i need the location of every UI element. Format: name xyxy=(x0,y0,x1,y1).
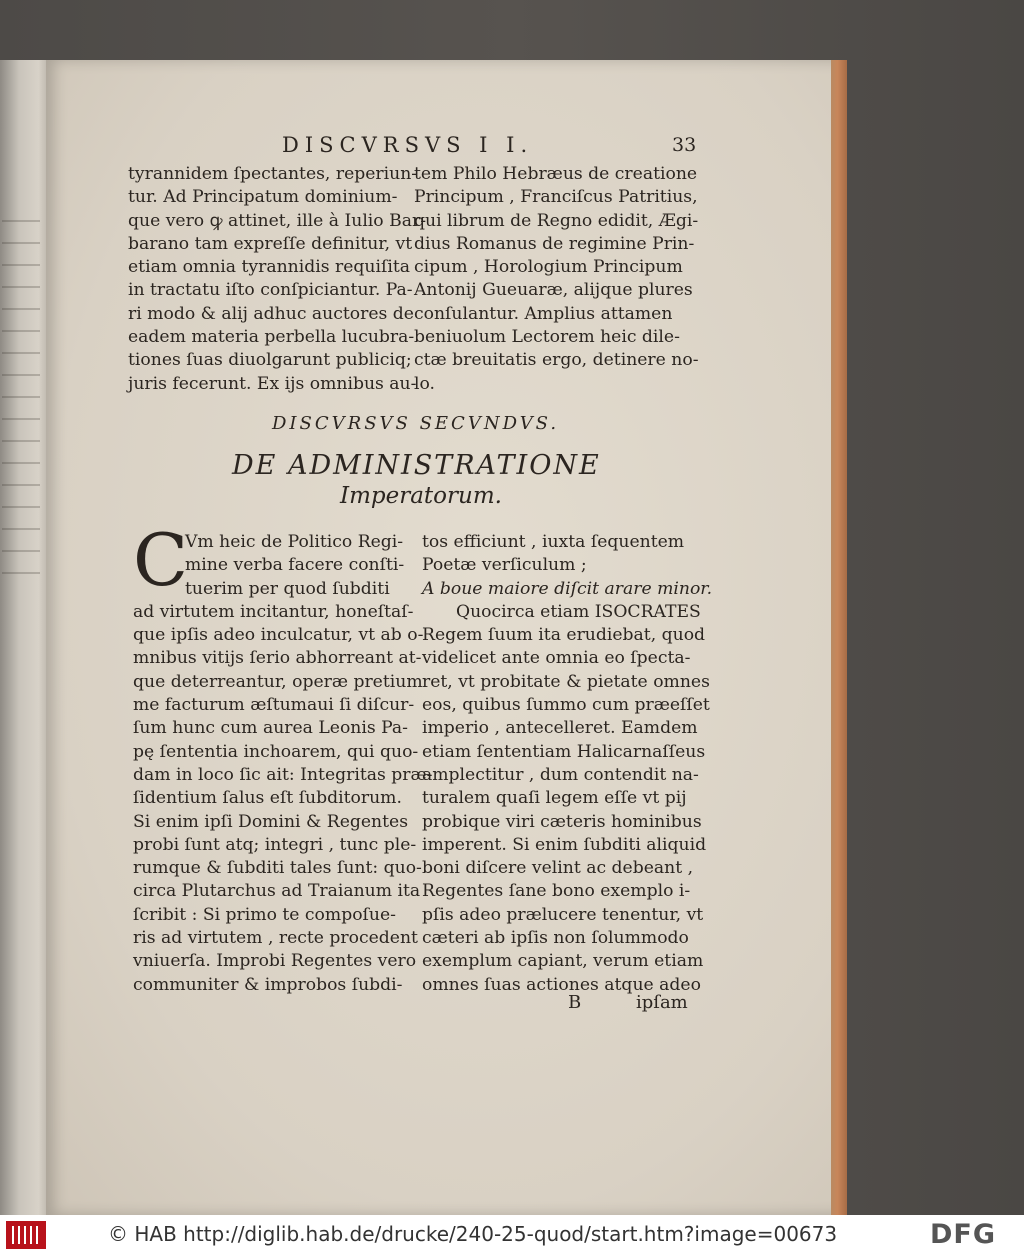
dfg-logo: DFG xyxy=(930,1219,997,1250)
text-line: ſcribit : Si primo te compoſue- xyxy=(133,904,396,925)
discursus-heading: DISCVRSVS SECVNDVS. xyxy=(272,413,560,434)
text-line: Antonij Gueuaræ, alijque plures xyxy=(414,280,693,301)
text-line: turalem quaſi legem eſſe vt pij xyxy=(422,788,687,809)
body-left-column xyxy=(133,531,432,997)
text-line: tiones ſuas diuolgarunt publiciq; xyxy=(128,350,412,371)
signature-mark: B xyxy=(568,992,582,1013)
text-line: pſis adeo prælucere tenentur, vt xyxy=(422,904,704,925)
text-line: tem Philo Hebræus de creatione xyxy=(414,164,698,184)
text-line: pę ſententia inchoarem, qui quo- xyxy=(133,741,419,762)
text-line: rumque & ſubditi tales ſunt: quo- xyxy=(133,858,422,879)
catchword: ipſam xyxy=(636,992,688,1013)
hab-logo-icon xyxy=(6,1221,46,1249)
text-line: probique viri cæteris hominibus xyxy=(422,811,702,832)
page-number: 33 xyxy=(672,134,697,156)
text-line: imperio , antecelleret. Eamdem xyxy=(422,718,698,739)
chapter-subtitle: Imperatorum. xyxy=(340,483,502,509)
text-line: amplectitur , dum contendit na- xyxy=(422,764,699,785)
text-line: dius Romanus de regimine Prin- xyxy=(414,233,695,254)
text-line: ſum hunc cum aurea Leonis Pa- xyxy=(133,718,408,739)
previous-page-text-bleed xyxy=(2,220,40,580)
text-line: etiam ſententiam Halicarnaſſeus xyxy=(422,741,706,762)
text-line: ad virtutem incitantur, honeſtaſ- xyxy=(133,601,414,622)
text-line: ri modo & alij adhuc auctores de xyxy=(128,303,414,324)
text-line: ris ad virtutem , recte procedent xyxy=(133,928,418,949)
chapter-title: DE ADMINISTRATIONE xyxy=(232,450,601,481)
text-line: Si enim ipſi Domini & Regentes xyxy=(133,811,409,832)
text-line: que vero ꝙ attinet, ille à Iulio Bar- xyxy=(128,210,427,231)
text-line: que ipſis adeo inculcatur, vt ab o- xyxy=(133,625,424,646)
text-line: ret, vt probitate & pietate omnes xyxy=(422,671,710,692)
text-line: exemplum capiant, verum etiam xyxy=(422,951,704,972)
text-line: etiam omnia tyrannidis requiſita xyxy=(128,257,410,278)
text-line: tos efficiunt , iuxta ſequentem xyxy=(422,532,685,552)
text-line: vniuerſa. Improbi Regentes vero xyxy=(133,951,417,972)
previous-page-edge xyxy=(0,60,48,1215)
text-line: conſulantur. Amplius attamen xyxy=(414,303,673,324)
text-line: Vm heic de Politico Regi- xyxy=(185,532,404,552)
body-right-column xyxy=(422,531,712,997)
top-right-column xyxy=(414,163,699,396)
text-line: imperent. Si enim ſubditi aliquid xyxy=(422,834,707,855)
text-line: tuerim per quod ſubditi xyxy=(185,578,390,599)
text-line: circa Plutarchus ad Traianum ita xyxy=(133,881,421,902)
text-line: Regem ſuum ita erudiebat, quod xyxy=(422,625,706,646)
text-line: communiter & improbos ſubdi- xyxy=(133,974,403,995)
text-line: cipum , Horologium Principum xyxy=(414,257,683,278)
top-left-column xyxy=(128,163,426,396)
text-line: beniuolum Lectorem heic dile- xyxy=(414,327,680,348)
text-line: Poetæ verſiculum ; xyxy=(422,555,587,576)
text-line: cæteri ab ipſis non ſolummodo xyxy=(422,928,689,949)
text-line: dam in loco ſic ait: Integritas præ- xyxy=(133,764,433,785)
text-line: que deterreantur, operæ pretium xyxy=(133,671,423,692)
running-head: DISCVRSVS I I. xyxy=(282,133,534,157)
text-line: barano tam expreſſe definitur, vt xyxy=(128,233,413,254)
text-line: probi ſunt atq; integri , tunc ple- xyxy=(133,834,417,855)
text-line: videlicet ante omnia eo ſpecta- xyxy=(422,648,691,669)
text-line: lo. xyxy=(414,373,436,394)
text-line: tur. Ad Principatum dominium- xyxy=(128,187,398,208)
text-line: eadem materia perbella lucubra- xyxy=(128,327,415,348)
text-line: Quocirca etiam ISOCRATES xyxy=(456,601,701,622)
text-line: tyrannidem ſpectantes, reperiun- xyxy=(128,164,418,184)
text-line: boni diſcere velint ac debeant , xyxy=(422,858,694,879)
text-line: ctæ breuitatis ergo, detinere no- xyxy=(414,350,699,371)
text-line: eos, quibus ſummo cum præeſſet xyxy=(422,695,710,716)
text-line: qui librum de Regno edidit, Ægi- xyxy=(414,210,699,231)
footer-credit-link[interactable]: © HAB http://diglib.hab.de/drucke/240-25-quod/start.htm?image=00673 xyxy=(108,1222,838,1246)
text-line: mnibus vitijs ſerio abhorreant at- xyxy=(133,648,422,669)
text-line: mine verba facere conſti- xyxy=(185,555,405,576)
text-line: ſidentium ſalus eſt ſubditorum. xyxy=(133,788,402,809)
footer-bar xyxy=(0,1215,1024,1255)
text-line: A boue maiore diſcit arare minor. xyxy=(422,578,713,599)
text-line: Principum , Franciſcus Patritius, xyxy=(414,187,698,208)
text-line: me facturum æſtumaui ſi diſcur- xyxy=(133,695,415,716)
text-line: Regentes ſane bono exemplo i- xyxy=(422,881,691,902)
drop-cap: C xyxy=(133,518,189,602)
page-edge xyxy=(831,60,847,1215)
text-line: in tractatu iſto conſpiciantur. Pa- xyxy=(128,280,413,301)
text-line: omnes ſuas actiones atque adeo xyxy=(422,974,701,995)
text-line: juris fecerunt. Ex ijs omnibus au- xyxy=(128,373,417,394)
